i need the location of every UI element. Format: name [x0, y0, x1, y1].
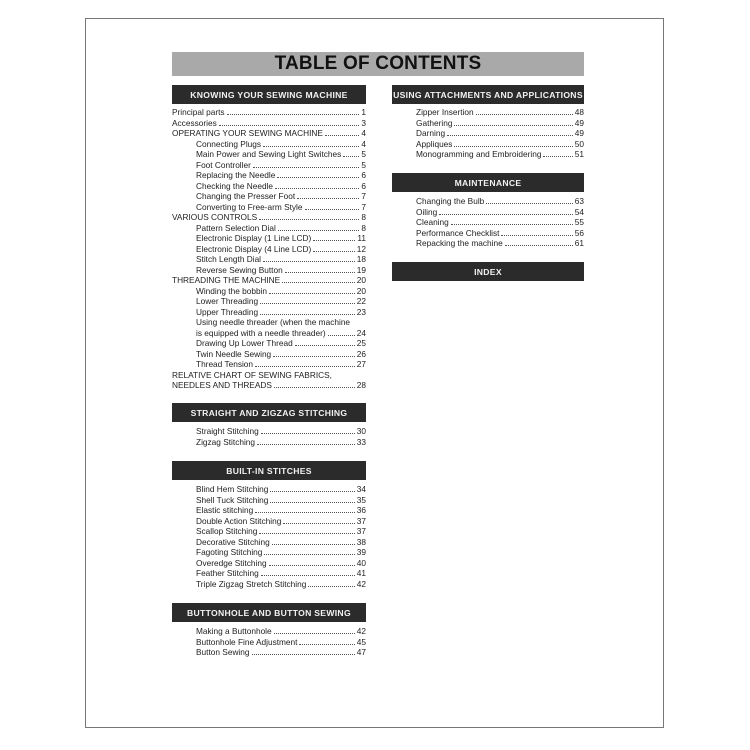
toc-entry[interactable]	[172, 484, 366, 495]
toc-entry[interactable]	[172, 107, 366, 118]
toc-entry-label: Oiling	[416, 206, 438, 217]
toc-entry-label: Appliques	[416, 138, 453, 149]
toc-entry[interactable]	[172, 317, 366, 338]
toc-entry[interactable]	[172, 223, 366, 234]
toc-entry-page: 34	[356, 484, 366, 494]
toc-entry-page: 4	[361, 138, 366, 149]
toc-entry-label: Converting to Free-arm Style	[196, 201, 303, 212]
toc-entry-label-cont: NEEDLES AND THREADS	[172, 380, 272, 390]
toc-entry-page: 28	[356, 380, 366, 390]
dot-leader	[454, 139, 572, 147]
toc-entry[interactable]	[392, 196, 584, 207]
toc-entry-label: Zipper Insertion	[416, 107, 474, 117]
toc-entry-label: Electronic Display (1 Line LCD)	[196, 233, 312, 243]
toc-entry-page: 47	[356, 647, 366, 657]
toc-entry[interactable]	[172, 212, 366, 223]
dot-leader	[274, 380, 355, 388]
toc-entry-label: Reverse Sewing Button	[196, 264, 283, 275]
toc-list-straight-zigzag	[172, 426, 366, 447]
section-header-straight-zigzag: STRAIGHT AND ZIGZAG STITCHING	[172, 403, 366, 422]
dot-leader	[439, 207, 573, 215]
toc-entry[interactable]	[172, 338, 366, 349]
toc-entry[interactable]	[172, 626, 366, 637]
dot-leader	[297, 191, 359, 199]
toc-entry-page: 37	[356, 526, 366, 536]
toc-entry-page: 42	[356, 578, 366, 589]
toc-entry-label: OPERATING YOUR SEWING MACHINE	[172, 128, 323, 138]
dot-leader	[259, 212, 359, 220]
dot-leader	[486, 196, 572, 204]
toc-entry-label: Checking the Needle	[196, 180, 274, 191]
toc-entry[interactable]	[172, 149, 366, 160]
toc-entry[interactable]	[172, 537, 366, 548]
toc-entry[interactable]	[392, 128, 584, 139]
toc-entry-label: Winding the bobbin	[196, 285, 268, 296]
toc-entry-page: 6	[361, 180, 366, 191]
toc-entry-page: 22	[356, 296, 366, 306]
dot-leader	[283, 516, 354, 524]
toc-entry[interactable]	[172, 191, 366, 202]
toc-entry[interactable]	[172, 286, 366, 297]
section-header-attachments: USING ATTACHMENTS AND APPLICATIONS	[392, 85, 584, 104]
dot-leader	[505, 238, 573, 246]
toc-entry-label: Drawing Up Lower Thread	[196, 338, 293, 348]
toc-entry[interactable]	[172, 370, 366, 391]
toc-entry-label: Monogramming and Embroidering	[416, 149, 542, 159]
dot-leader	[261, 426, 355, 434]
toc-entry-label: Straight Stitching	[196, 426, 259, 436]
toc-entry-page: 1	[361, 107, 366, 117]
toc-entry-page: 25	[356, 338, 366, 348]
dot-leader	[274, 626, 355, 634]
toc-entry-label: Twin Needle Sewing	[196, 348, 272, 359]
toc-entry[interactable]	[172, 202, 366, 213]
toc-entry-page: 5	[361, 149, 366, 159]
toc-entry[interactable]	[172, 349, 366, 360]
toc-entry-label: Principal parts	[172, 107, 225, 117]
section-header-knowing: KNOWING YOUR SEWING MACHINE	[172, 85, 366, 104]
toc-entry-page: 55	[574, 217, 584, 227]
toc-entry-label: Repacking the machine	[416, 238, 503, 248]
toc-entry[interactable]	[172, 233, 366, 244]
dot-leader	[270, 484, 354, 492]
toc-entry[interactable]	[172, 579, 366, 590]
toc-entry-page: 51	[574, 149, 584, 159]
section-header-index: INDEX	[392, 262, 584, 281]
toc-entry-label: Darning	[416, 128, 446, 138]
section-header-buttonhole: BUTTONHOLE AND BUTTON SEWING	[172, 603, 366, 622]
toc-entry-page: 35	[356, 494, 366, 505]
toc-entry-page: 54	[574, 206, 584, 217]
toc-entry[interactable]	[392, 107, 584, 118]
toc-list-knowing	[172, 107, 366, 391]
toc-entry[interactable]	[172, 170, 366, 181]
toc-entry-label: Changing the Presser Foot	[196, 191, 296, 201]
toc-entry-label: Buttonhole Fine Adjustment	[196, 636, 298, 647]
toc-entry-label: Stitch Length Dial	[196, 254, 262, 264]
dot-leader	[260, 296, 355, 304]
toc-entry-label: Foot Controller	[196, 159, 251, 170]
toc-entry[interactable]	[392, 228, 584, 239]
toc-entry-page: 27	[356, 359, 366, 369]
dot-leader	[282, 275, 355, 283]
toc-entry-label: RELATIVE CHART OF SEWING FABRICS,	[172, 369, 332, 380]
toc-entry-page: 50	[574, 138, 584, 149]
toc-entry[interactable]	[172, 437, 366, 448]
toc-entry-label: Making a Buttonhole	[196, 626, 272, 636]
toc-entry[interactable]	[172, 118, 366, 129]
toc-entry-line2	[196, 328, 366, 339]
dot-leader	[476, 107, 573, 115]
dot-leader	[253, 160, 360, 168]
toc-entry[interactable]	[172, 526, 366, 537]
toc-entry-label: Replacing the Needle	[196, 170, 276, 180]
toc-entry-label: Upper Threading	[196, 306, 259, 317]
toc-entry[interactable]	[172, 568, 366, 579]
dot-leader	[447, 128, 573, 136]
toc-entry-page: 40	[356, 557, 366, 568]
toc-entry[interactable]	[172, 296, 366, 307]
toc-entry-page: 41	[356, 568, 366, 578]
toc-entry-label: Blind Hem Stitching	[196, 484, 269, 494]
toc-entry-label: Connecting Plugs	[196, 138, 262, 149]
toc-entry-label: Zigzag Stitching	[196, 436, 256, 447]
toc-entry-label: Cleaning	[416, 217, 449, 227]
toc-entry[interactable]	[392, 149, 584, 160]
toc-entry-label: Triple Zigzag Stretch Stitching	[196, 578, 307, 589]
toc-entry[interactable]	[392, 118, 584, 129]
dot-leader	[269, 558, 355, 566]
toc-entry-page: 5	[361, 159, 366, 170]
toc-entry-page: 3	[361, 117, 366, 128]
toc-entry-label: Thread Tension	[196, 359, 254, 369]
dot-leader	[285, 265, 355, 273]
toc-entry-label: Pattern Selection Dial	[196, 222, 276, 233]
dot-leader	[273, 349, 355, 357]
toc-entry[interactable]	[392, 238, 584, 249]
dot-leader	[272, 537, 355, 545]
toc-entry-page: 49	[574, 117, 584, 128]
toc-entry-page: 20	[356, 275, 366, 285]
toc-entry-page: 63	[574, 196, 584, 206]
dot-leader	[313, 244, 354, 252]
dot-leader	[277, 170, 359, 178]
toc-entry-page: 48	[574, 107, 584, 117]
dot-leader	[451, 217, 573, 225]
toc-entry-page: 19	[356, 264, 366, 275]
toc-entry[interactable]	[172, 505, 366, 516]
toc-entry[interactable]	[172, 265, 366, 276]
toc-entry-label: Elastic stitching	[196, 505, 254, 515]
toc-entry-label: Electronic Display (4 Line LCD)	[196, 243, 312, 254]
dot-leader	[264, 547, 354, 555]
toc-entry-label: THREADING THE MACHINE	[172, 275, 281, 285]
toc-entry-page: 30	[356, 426, 366, 436]
toc-entry-label: VARIOUS CONTROLS	[172, 212, 258, 222]
toc-entry[interactable]	[172, 307, 366, 318]
dot-leader	[325, 128, 359, 136]
dot-leader	[313, 233, 355, 241]
dot-leader	[305, 202, 360, 210]
toc-entry-page: 26	[356, 348, 366, 359]
toc-entry[interactable]	[392, 207, 584, 218]
toc-entry-page: 39	[356, 547, 366, 557]
dot-leader	[263, 254, 355, 262]
toc-entry[interactable]	[172, 244, 366, 255]
toc-entry-page: 49	[574, 128, 584, 138]
toc-entry-label: Gathering	[416, 117, 453, 128]
toc-entry-page: 45	[356, 636, 366, 647]
dot-leader	[260, 307, 355, 315]
dot-leader	[227, 107, 360, 115]
dot-leader	[275, 181, 359, 189]
dot-leader	[299, 637, 354, 645]
toc-entry[interactable]	[172, 139, 366, 150]
toc-entry-label: Decorative Stitching	[196, 536, 270, 547]
toc-entry-label: Fagoting Stitching	[196, 547, 263, 557]
toc-entry[interactable]	[172, 516, 366, 527]
toc-entry-page: 42	[356, 626, 366, 636]
toc-entry-page: 38	[356, 536, 366, 547]
toc-list-built-in	[172, 484, 366, 589]
toc-entry[interactable]	[172, 558, 366, 569]
section-header-maintenance: MAINTENANCE	[392, 173, 584, 192]
toc-entry-page: 24	[356, 327, 366, 338]
toc-entry[interactable]	[172, 275, 366, 286]
dot-leader	[270, 495, 354, 503]
dot-leader	[328, 328, 355, 336]
dot-leader	[343, 149, 359, 157]
toc-entry-page: 20	[356, 285, 366, 296]
dot-leader	[295, 338, 355, 346]
page-title: TABLE OF CONTENTS	[172, 52, 584, 76]
toc-entry[interactable]	[172, 254, 366, 265]
dot-leader	[543, 149, 572, 157]
toc-entry-label: Main Power and Sewing Light Switches	[196, 149, 342, 159]
toc-entry-page: 8	[361, 212, 366, 222]
toc-entry[interactable]	[172, 495, 366, 506]
toc-list-attachments	[392, 107, 584, 160]
toc-entry-label: Overedge Stitching	[196, 557, 267, 568]
toc-entry-label: Shell Tuck Stitching	[196, 494, 269, 505]
toc-entry-label: Double Action Stitching	[196, 515, 282, 526]
toc-entry[interactable]	[392, 217, 584, 228]
toc-entry-page: 37	[356, 515, 366, 526]
toc-entry[interactable]	[172, 647, 366, 658]
toc-entry-label: Button Sewing	[196, 647, 250, 657]
toc-entry[interactable]	[172, 160, 366, 171]
toc-entry-page: 36	[356, 505, 366, 515]
toc-entry-page: 8	[361, 222, 366, 233]
toc-entry-page: 11	[357, 233, 366, 243]
dot-leader	[257, 437, 355, 445]
toc-entry-page: 7	[361, 201, 366, 212]
toc-entry-page: 7	[361, 191, 366, 201]
toc-entry[interactable]	[392, 139, 584, 150]
toc-entry[interactable]	[172, 128, 366, 139]
toc-entry-label: Using needle threader (when the machine	[196, 317, 351, 327]
toc-entry-label: Lower Threading	[196, 296, 259, 306]
toc-entry-label: Scallop Stitching	[196, 526, 258, 536]
dot-leader	[261, 568, 355, 576]
dot-leader	[263, 139, 359, 147]
toc-entry-page: 12	[356, 243, 366, 254]
dot-leader	[255, 505, 355, 513]
dot-leader	[259, 526, 354, 534]
toc-entry[interactable]	[172, 426, 366, 437]
toc-list-maintenance	[392, 196, 584, 249]
toc-entry-line2	[172, 380, 366, 391]
toc-entry-page: 23	[356, 306, 366, 317]
dot-leader	[255, 359, 355, 367]
toc-entry-label: Feather Stitching	[196, 568, 259, 578]
dot-leader	[219, 118, 360, 126]
toc-entry-page: 33	[356, 436, 366, 447]
toc-entry[interactable]	[172, 637, 366, 648]
toc-entry-page: 56	[574, 227, 584, 238]
toc-entry[interactable]	[172, 359, 366, 370]
toc-entry-label: Performance Checklist	[416, 227, 500, 238]
toc-entry-page: 61	[574, 238, 584, 248]
toc-entry-page: 4	[361, 128, 366, 138]
toc-entry[interactable]	[172, 181, 366, 192]
dot-leader	[278, 223, 360, 231]
dot-leader	[454, 118, 572, 126]
section-header-built-in: BUILT-IN STITCHES	[172, 461, 366, 480]
toc-entry[interactable]	[172, 547, 366, 558]
toc-entry-label: Changing the Bulb	[416, 196, 485, 206]
toc-entry-label: Accessories	[172, 117, 217, 128]
toc-list-buttonhole	[172, 626, 366, 658]
dot-leader	[252, 647, 355, 655]
dot-leader	[308, 579, 354, 587]
toc-entry-page: 18	[356, 254, 366, 264]
toc-entry-page: 6	[361, 170, 366, 180]
toc-entry-label-cont: is equipped with a needle threader)	[196, 327, 326, 338]
dot-leader	[501, 228, 572, 236]
dot-leader	[269, 286, 355, 294]
